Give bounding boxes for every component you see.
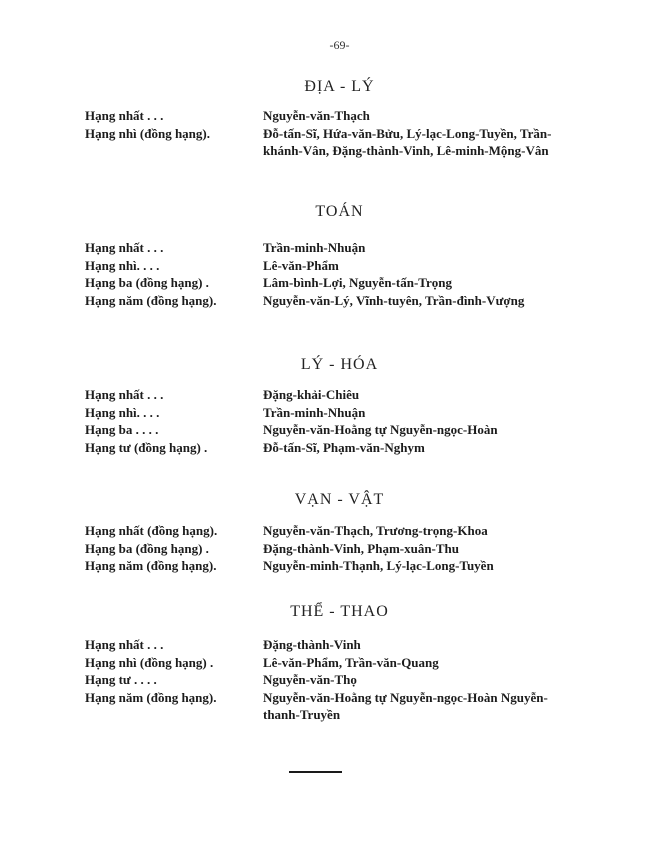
- rank-label: Hạng nhất . . .: [85, 240, 164, 255]
- rank-label: Hạng nhì. . . .: [85, 404, 160, 420]
- rank-label: Hạng ba (đồng hạng) .: [85, 275, 209, 290]
- rank-label: Hạng nhì. . . .: [85, 257, 160, 273]
- rank-label: Hạng nhất (đồng hạng).: [85, 523, 218, 538]
- section-the-thao: [85, 636, 565, 724]
- winner-names: Nguyễn-văn-Thạch: [263, 108, 370, 123]
- section-title-van-vat: VẠN - VẬT: [294, 491, 385, 508]
- award-row: [85, 654, 565, 672]
- winner-names: Đỗ-tấn-Sĩ, Phạm-văn-Nghym: [263, 439, 425, 455]
- rank-label: Hạng ba . . . .: [85, 422, 159, 437]
- winner-names: Nguyễn-văn-Thạch, Trương-trọng-Khoa: [263, 523, 488, 538]
- rank-label: Hạng nhất . . .: [85, 108, 164, 123]
- winner-names: Đặng-khải-Chiêu: [263, 387, 360, 402]
- rank-label: Hạng nhì (đồng hạng).: [85, 125, 210, 141]
- rank-label: Hạng tư . . . .: [85, 672, 157, 687]
- winner-names: Nguyễn-văn-Hoằng tự Nguyễn-ngọc-Hoàn Nguyễn-thanh-Truyền: [263, 689, 548, 722]
- award-row: [85, 239, 565, 257]
- award-row: [85, 274, 565, 292]
- rank-label: Hạng ba (đồng hạng) .: [85, 540, 209, 556]
- section-title-the-thao: THỂ - THAO: [290, 603, 389, 620]
- rank-label: Hạng tư (đồng hạng) .: [85, 439, 208, 455]
- award-row: [85, 257, 565, 275]
- award-row: [85, 292, 565, 310]
- winner-names: Đỗ-tấn-Sĩ, Hứa-văn-Bửu, Lý-lạc-Long-Tuyền, Trần-khánh-Vân, Đặng-thành-Vinh, Lê-minh-Mộng-Vân: [263, 125, 552, 158]
- award-row: [85, 522, 565, 540]
- rank-label: Hạng nhất . . .: [85, 637, 164, 652]
- rank-label: Hạng năm (đồng hạng).: [85, 558, 217, 573]
- winner-names: Trần-minh-Nhuận: [263, 240, 366, 255]
- winner-names: Lê-văn-Phẩm: [263, 257, 339, 273]
- rank-label: Hạng nhì (đồng hạng) .: [85, 654, 214, 670]
- award-row: [85, 557, 565, 575]
- winner-names: Nguyễn-văn-Lý, Vĩnh-tuyên, Trần-đình-Vượng: [263, 292, 525, 308]
- end-rule-divider: [289, 771, 342, 773]
- winner-names: Trần-minh-Nhuận: [263, 404, 366, 420]
- winner-names: Đặng-thành-Vinh, Phạm-xuân-Thu: [263, 540, 460, 556]
- winner-names: Nguyễn-minh-Thạnh, Lý-lạc-Long-Tuyền: [263, 558, 494, 573]
- section-toan: [85, 239, 565, 309]
- rank-label: Hạng nhất . . .: [85, 387, 164, 402]
- winner-names: Đặng-thành-Vinh: [263, 637, 361, 652]
- award-row: [85, 636, 565, 654]
- section-dia-ly: [85, 107, 565, 160]
- section-van-vat: [85, 522, 565, 575]
- award-row: [85, 540, 565, 558]
- page-number: -69-: [329, 38, 350, 52]
- winner-names: Lê-văn-Phẩm, Trần-văn-Quang: [263, 654, 439, 670]
- award-row: [85, 671, 565, 689]
- rank-label: Hạng năm (đồng hạng).: [85, 689, 217, 705]
- section-title-dia-ly: ĐỊA - LÝ: [304, 78, 375, 95]
- award-row: [85, 689, 565, 724]
- section-ly-hoa: [85, 386, 565, 456]
- award-row: [85, 404, 565, 422]
- section-title-ly-hoa: LÝ - HÓA: [300, 356, 379, 373]
- winner-names: Nguyễn-văn-Hoằng tự Nguyễn-ngọc-Hoàn: [263, 422, 498, 437]
- section-title-toan: TOÁN: [315, 203, 364, 220]
- award-row: [85, 125, 565, 160]
- winner-names: Nguyễn-văn-Thọ: [263, 672, 357, 687]
- award-row: [85, 439, 565, 457]
- rank-label: Hạng năm (đồng hạng).: [85, 292, 217, 308]
- award-row: [85, 421, 565, 439]
- award-row: [85, 386, 565, 404]
- award-row: [85, 107, 565, 125]
- winner-names: Lâm-bình-Lợi, Nguyễn-tấn-Trọng: [263, 275, 452, 290]
